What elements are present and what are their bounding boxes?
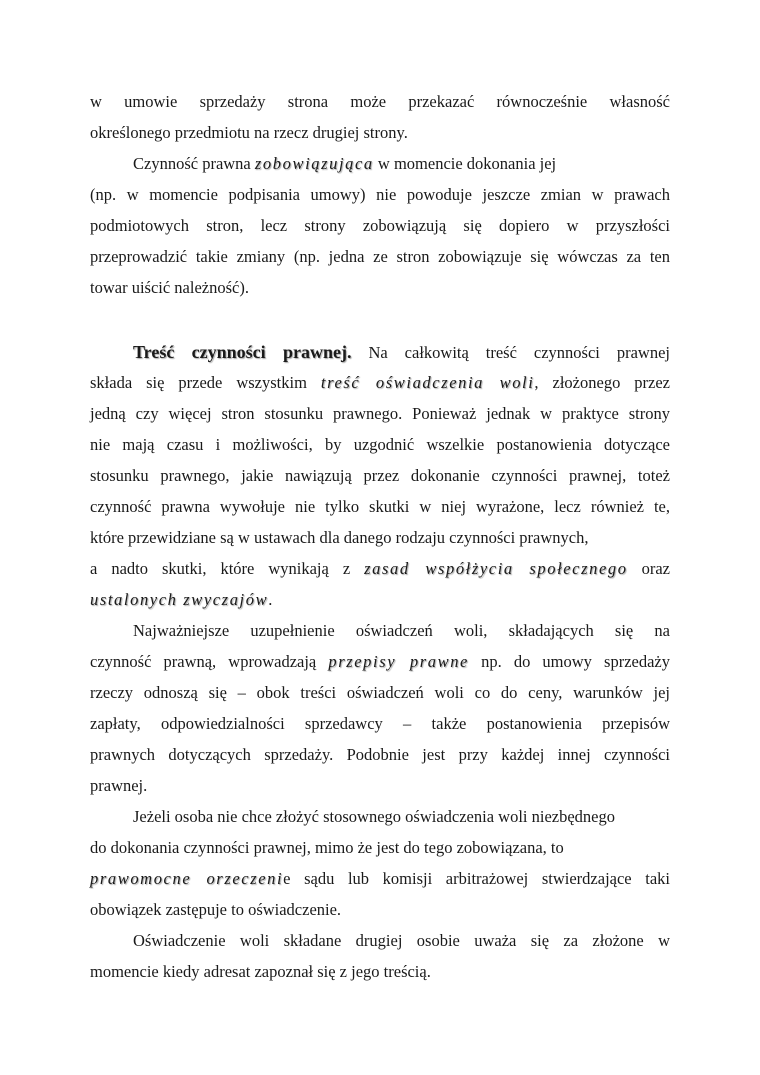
text-segment: składa się przede wszystkim bbox=[90, 373, 321, 392]
paragraph-3-line-8 bbox=[90, 559, 670, 579]
paragraph-3-line-4: nie mają czasu i możliwości, by uzgodnić wszelkie postanowienia dotyczące bbox=[90, 435, 670, 454]
paragraph-3-line-9 bbox=[90, 590, 670, 610]
text-segment: oraz bbox=[627, 559, 670, 578]
paragraph-2-line-3: podmiotowych stron, lecz strony zobowiązują się dopiero w przyszłości bbox=[90, 216, 670, 235]
paragraph-2-line-2: (np. w momencie podpisania umowy) nie powoduje jeszcze zmian w prawach bbox=[90, 185, 670, 204]
paragraph-3-line-1 bbox=[133, 342, 670, 363]
emphasis-term: prawomocne orzeczeni bbox=[90, 869, 284, 888]
paragraph-3-line-5: stosunku prawnego, jakie nawiązują przez dokonanie czynności prawnej, toteż bbox=[90, 466, 670, 485]
paragraph-5-line-3 bbox=[90, 869, 670, 889]
paragraph-4-line-5: prawnych dotyczących sprzedaży. Podobnie jest przy każdej innej czynności bbox=[90, 745, 670, 764]
text-segment: e sądu lub komisji arbitrażowej stwierdzające taki bbox=[283, 869, 670, 888]
paragraph-5-line-1: Jeżeli osoba nie chce złożyć stosownego oświadczenia woli niezbędnego bbox=[133, 807, 615, 826]
paragraph-3-line-3: jedną czy więcej stron stosunku prawnego. Ponieważ jednak w praktyce strony bbox=[90, 404, 670, 423]
paragraph-3-line-7: które przewidziane są w ustawach dla danego rodzaju czynności prawnych, bbox=[90, 528, 589, 547]
text-segment: . bbox=[268, 590, 273, 609]
paragraph-4-line-1: Najważniejsze uzupełnienie oświadczeń woli, składających się na bbox=[133, 621, 670, 640]
paragraph-5-line-2: do dokonania czynności prawnej, mimo że jest do tego zobowiązana, to bbox=[90, 838, 564, 857]
text-segment: Na całkowitą treść czynności prawnej bbox=[351, 343, 670, 362]
text-segment: czynność prawną, wprowadzają bbox=[90, 652, 329, 671]
paragraph-4-line-3: rzeczy odnoszą się – obok treści oświadczeń woli co do ceny, warunków jej bbox=[90, 683, 670, 702]
paragraph-3-line-2 bbox=[90, 373, 670, 393]
text-segment: a nadto skutki, które wynikają z bbox=[90, 559, 365, 578]
text-segment: , złożonego przez bbox=[534, 373, 670, 392]
paragraph-6-line-1: Oświadczenie woli składane drugiej osobie uważa się za złożone w bbox=[133, 931, 670, 950]
emphasis-term: przepisy prawne bbox=[328, 652, 469, 671]
paragraph-2-line-4: przeprowadzić takie zmiany (np. jedna ze stron zobowiązuje się wówczas za ten bbox=[90, 247, 670, 266]
paragraph-1-line-1: w umowie sprzedaży strona może przekazać równocześnie własność bbox=[90, 92, 670, 111]
text-segment: Czynność prawna bbox=[133, 154, 255, 173]
emphasis-term: zobowiązująca bbox=[254, 154, 374, 173]
text-segment: w momencie dokonania jej bbox=[373, 154, 557, 173]
text-segment: np. do umowy sprzedaży bbox=[468, 652, 670, 671]
paragraph-5-line-4: obowiązek zastępuje to oświadczenie. bbox=[90, 900, 342, 919]
paragraph-4-line-4: zapłaty, odpowiedzialności sprzedawcy – także postanowienia przepisów bbox=[90, 714, 670, 733]
paragraph-2-line-1 bbox=[133, 154, 670, 174]
paragraph-3-line-6: czynność prawna wywołuje nie tylko skutki w niej wyrażone, lecz również te, bbox=[90, 497, 670, 516]
emphasis-term: ustalonych zwyczajów bbox=[90, 590, 269, 609]
section-heading: Treść czynności prawnej. bbox=[133, 342, 352, 362]
paragraph-1-line-2: określonego przedmiotu na rzecz drugiej strony. bbox=[90, 123, 408, 142]
emphasis-term: zasad współżycia społecznego bbox=[364, 559, 628, 578]
paragraph-4-line-2 bbox=[90, 652, 670, 672]
paragraph-2-line-5: towar uiścić należność). bbox=[90, 278, 249, 297]
paragraph-4-line-6: prawnej. bbox=[90, 776, 148, 795]
emphasis-term: treść oświadczenia woli bbox=[320, 373, 535, 392]
paragraph-6-line-2: momencie kiedy adresat zapoznał się z jego treścią. bbox=[90, 962, 431, 981]
